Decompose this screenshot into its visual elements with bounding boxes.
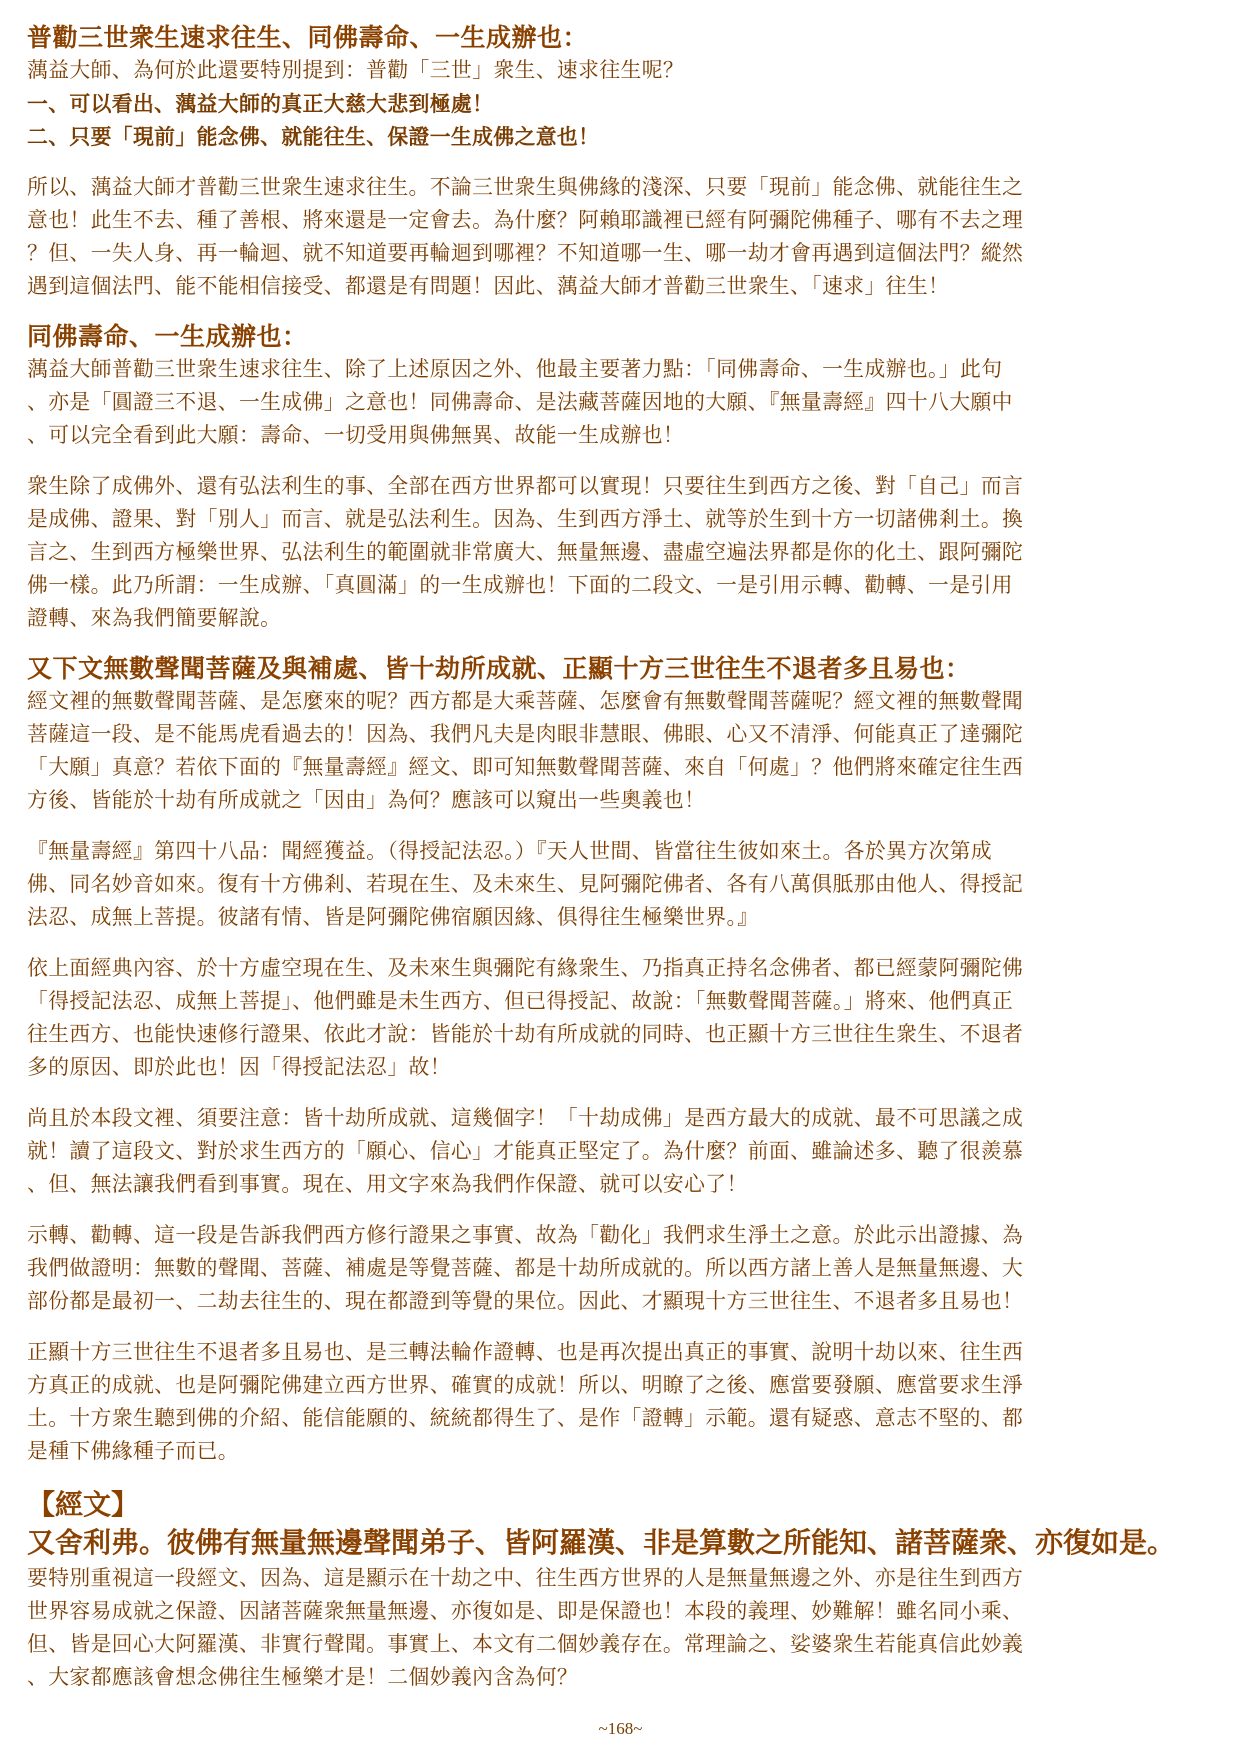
paragraph-gap [27,1084,1217,1102]
text-line: 示轉、勸轉、這一段是告訴我們西方修行證果之事實、故為「勸化」我們求生淨土之意。於此示出證據、為 [27,1223,1024,1247]
section-heading: 普勸三世衆生速求往生、同佛壽命、一生成辦也： [27,23,589,52]
paragraph [27,54,1217,87]
text-line: 是成佛、證果、對「別人」而言、就是弘法利生。因為、生到西方淨土、就等於生到十方一切諸佛剎土。換 [27,507,1024,531]
text-line: 就！讀了這段文、對於求生西方的「願心、信心」才能真正堅定了。為什麼？前面、雖論述多、聽了很羨慕 [27,1139,1024,1163]
text-line: 土。十方衆生聽到佛的介紹、能信能願的、統統都得生了、是作「證轉」示範。還有疑惑、意志不堅的、都 [27,1406,1024,1430]
sutra-heading: 又舍利弗。彼佛有無量無邊聲聞弟子、皆阿羅漢、非是算數之所能知、諸菩薩衆、亦復如是。 [27,1526,1176,1559]
text-line: 佛一樣。此乃所謂：一生成辦、「真圓滿」的一生成辦也！下面的二段文、一是引用示轉、勸轉、一是引用 [27,573,1013,597]
text-line: 尚且於本段文裡、須要注意：皆十劫所成就、這幾個字！「十劫成佛」是西方最大的成就、最不可思議之成 [27,1106,1024,1130]
text-line: 、但、無法讓我們看到事實。現在、用文字來為我們作保證、就可以安心了！ [27,1172,748,1196]
paragraph [27,835,1217,934]
paragraph [27,1562,1217,1694]
text-line: 、大家都應該會想念佛往生極樂才是！二個妙義內含為何？ [27,1665,579,1689]
text-line: 正顯十方三世往生不退者多且易也、是三轉法輪作證轉、也是再次提出真正的事實、說明十劫以來、往生西 [27,1340,1024,1364]
text-line: 往生西方、也能快速修行證果、依此才說：皆能於十劫有所成就的同時、也正顯十方三世往生衆生、不退者 [27,1022,1024,1046]
paragraph-gap [27,817,1217,835]
text-line: 部份都是最初一、二劫去往生的、現在都證到等覺的果位。因此、才顯現十方三世往生、不退者多且易也！ [27,1289,1024,1313]
paragraph-gap [27,635,1217,653]
paragraph [27,1219,1217,1318]
text-line: 但、皆是回心大阿羅漢、非實行聲聞。事實上、本文有二個妙義存在。常理論之、娑婆衆生若能真信此妙義 [27,1632,1024,1656]
paragraph [27,171,1217,303]
text-line: 世界容易成就之保證、因諸菩薩衆無量無邊、亦復如是、即是保證也！本段的義理、妙難解！雖名同小乘、 [27,1599,1024,1623]
text-line: 佛、同名妙音如來。復有十方佛剎、若現在生、及未來生、見阿彌陀佛者、各有八萬俱胝那由他人、得授記 [27,872,1024,896]
sutra-heading: 【經文】 [27,1488,140,1521]
text-line: 衆生除了成佛外、還有弘法利生的事、全部在西方世界都可以實現！只要往生到西方之後、對「自己」而言 [27,474,1024,498]
text-line: 菩薩這一段、是不能馬虎看過去的！因為、我們凡夫是肉眼非慧眼、佛眼、心又不清淨、何能真正了達彌陀 [27,722,1024,746]
text-line: 意也！此生不去、種了善根、將來還是一定會去。為什麼？阿賴耶識裡已經有阿彌陀佛種子、哪有不去之理 [27,208,1024,232]
paragraph [27,685,1217,817]
section-heading: 同佛壽命、一生成辦也： [27,322,308,351]
text-line: 是種下佛緣種子而已。 [27,1439,239,1463]
page-number: ~168~ [598,1719,643,1738]
paragraph [27,1102,1217,1201]
text-line: 方後、皆能於十劫有所成就之「因由」為何？應該可以窺出一些奧義也！ [27,788,706,812]
text-line: 、可以完全看到此大願：壽命、一切受用與佛無異、故能一生成辦也！ [27,423,685,447]
paragraph-gap [27,303,1217,321]
text-line: 「大願」真意？若依下面的『無量壽經』經文、即可知無數聲聞菩薩、來自「何處」？他們將來確定往生西 [27,755,1024,779]
text-line: 、亦是「圓證三不退、一生成佛」之意也！同佛壽命、是法藏菩薩因地的大願、『無量壽經』四十八大願中 [27,390,1013,414]
paragraph-gap [27,1468,1217,1486]
section-heading: 又下文無數聲聞菩薩及與補處、皆十劫所成就、正顯十方三世往生不退者多且易也： [27,654,971,683]
text-line: 『無量壽經』第四十八品：聞經獲益。（得授記法忍。）『天人世間、皆當往生彼如來土。各於異方次第成 [27,839,993,863]
text-line: 「得授記法忍、成無上菩提」、他們雖是未生西方、但已得授記、故說：「無數聲聞菩薩。」將來、他們真正 [27,989,1014,1013]
paragraph-gap [27,1318,1217,1336]
text-line: 法忍、成無上菩提。彼諸有情、皆是阿彌陀佛宿願因緣、俱得往生極樂世界。』 [27,905,759,929]
paragraph [27,353,1217,452]
paragraph-gap [27,153,1217,171]
paragraph-gap [27,452,1217,470]
text-line: 多的原因、即於此也！因「得授記法忍」故！ [27,1055,451,1079]
text-line: 蕅益大師、為何於此還要特別提到：普勸「三世」衆生、速求往生呢？ [27,58,685,82]
text-line: 遇到這個法門、能不能相信接受、都還是有問題！因此、蕅益大師才普勸三世衆生、「速求」往生！ [27,274,950,298]
text-line: 經文裡的無數聲聞菩薩、是怎麼來的呢？西方都是大乘菩薩、怎麼會有無數聲聞菩薩呢？經文裡的無數聲聞 [27,689,1024,713]
text-line: 二、只要「現前」能念佛、就能往生、保證一生成佛之意也！ [27,124,600,149]
text-line: 蕅益大師普勸三世衆生速求往生、除了上述原因之外、他最主要著力點：「同佛壽命、一生成辦也。」此句 [27,357,1003,381]
text-line: 依上面經典內容、於十方虛空現在生、及未來生與彌陀有緣衆生、乃指真正持名念佛者、都已經蒙阿彌陀佛 [27,956,1024,980]
text-line: 證轉、來為我們簡要解說。 [27,606,282,630]
text-line: ？但、一失人身、再一輪迴、就不知道要再輪迴到哪裡？不知道哪一生、哪一劫才會再遇到這個法門？縱然 [27,241,1024,265]
paragraph [27,87,1217,153]
text-line: 要特別重視這一段經文、因為、這是顯示在十劫之中、往生西方世界的人是無量無邊之外、亦是往生到西方 [27,1566,1024,1590]
paragraph [27,952,1217,1084]
text-line: 所以、蕅益大師才普勸三世衆生速求往生。不論三世衆生與佛緣的淺深、只要「現前」能念佛、就能往生之 [27,175,1024,199]
paragraph-gap [27,1201,1217,1219]
text-line: 言之、生到西方極樂世界、弘法利生的範圍就非常廣大、無量無邊、盡虛空遍法界都是你的化土、跟阿彌陀 [27,540,1024,564]
text-line: 方真正的成就、也是阿彌陀佛建立西方世界、確實的成就！所以、明瞭了之後、應當要發願、應當要求生淨 [27,1373,1024,1397]
paragraph [27,1336,1217,1468]
paragraph-gap [27,934,1217,952]
text-line: 我們做證明：無數的聲聞、菩薩、補處是等覺菩薩、都是十劫所成就的。所以西方諸上善人是無量無邊、大 [27,1256,1024,1280]
paragraph [27,470,1217,635]
text-line: 一、可以看出、蕅益大師的真正大慈大悲到極處！ [27,91,494,116]
page-body [27,22,1217,1694]
